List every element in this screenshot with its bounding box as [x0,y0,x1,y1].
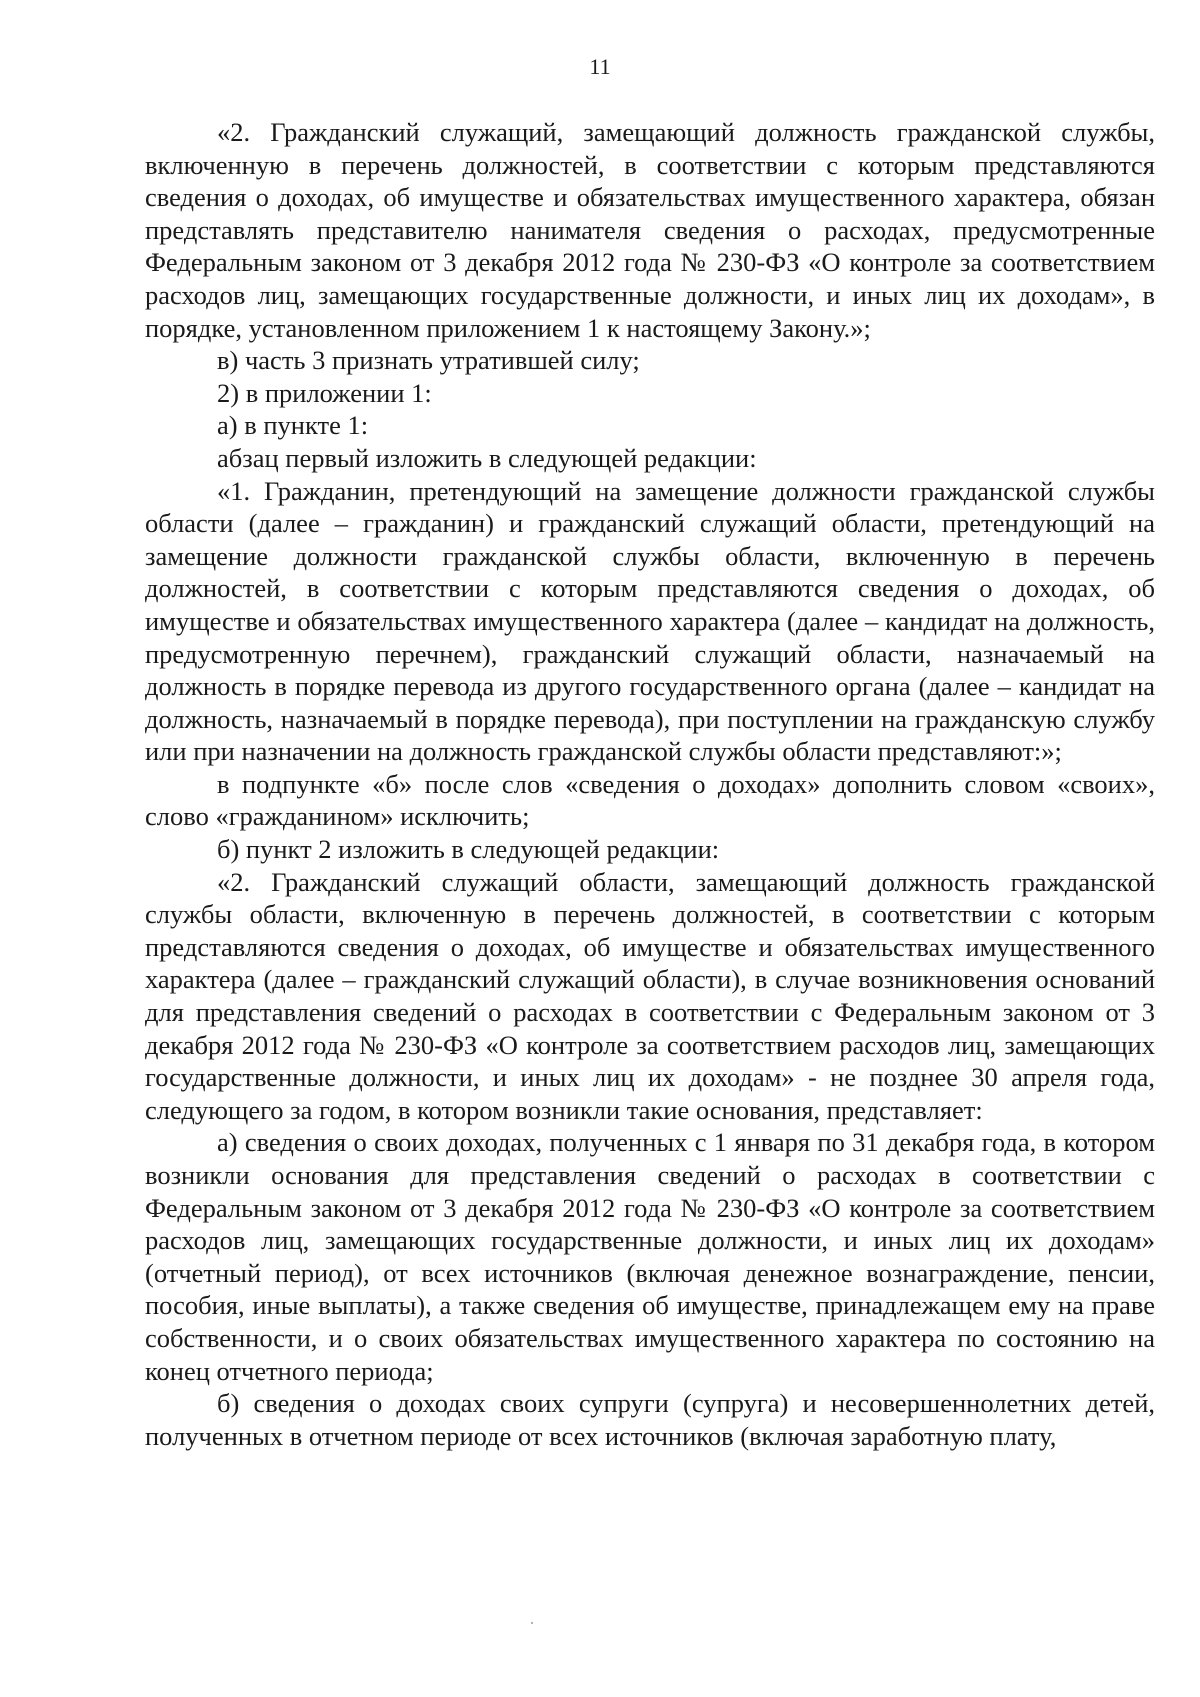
document-body [145,116,1155,1452]
paragraph: «1. Гражданин, претендующий на замещение должности гражданской службы области (далее – гражданин) и гражданский служащий области, претендующий на замещение должности гражданской службы области, включенную в перечень должностей, в соответствии с которым представляются сведения о доходах, об имуществе и обязательствах имущественного характера (далее – кандидат на должность, предусмотренную перечнем), гражданский служащий области, назначаемый на должность в порядке перевода из другого государственного органа (далее – кандидат на должность, назначаемый в порядке перевода), при поступлении на гражданскую службу или при назначении на должность гражданской службы области представляют:»; [145,475,1155,767]
paragraph: б) сведения о доходах своих супруги (супруга) и несовершеннолетних детей, полученных в отчетном периоде от всех источников (включая заработную плату, [145,1388,1155,1451]
paragraph: а) в пункте 1: [217,410,369,441]
paragraph: б) пункт 2 изложить в следующей редакции: [217,834,720,865]
paragraph: в подпункте «б» после слов «сведения о доходах» дополнить словом «своих», слово «гражданином» исключить; [145,768,1155,832]
scan-speck [531,1622,533,1624]
paragraph: абзац первый изложить в следующей редакции: [217,442,757,473]
paragraph: «2. Гражданский служащий, замещающий должность гражданской службы, включенную в перечень должностей, в соответствии с которым представляются сведения о доходах, об имуществе и обязательствах имущественного характера, обязан представлять представителю нанимателя сведения о расходах, предусмотренные Федеральным законом от 3 декабря 2012 года № 230-ФЗ «О контроле за соответствием расходов лиц, замещающих государственные должности, и иных лиц их доходам», в порядке, установленном приложением 1 к настоящему Закону.»; [145,117,1155,343]
paragraph: 2) в приложении 1: [217,377,432,408]
paragraph: в) часть 3 признать утратившей силу; [217,345,640,376]
paragraph: а) сведения о своих доходах, полученных с 1 января по 31 декабря года, в котором возникли основания для представления сведений о расходах в соответствии с Федеральным законом от 3 декабря 2012 года № 230-ФЗ «О контроле за соответствием расходов лиц, замещающих государственные должности, и иных лиц их доходам» (отчетный период), от всех источников (включая денежное вознаграждение, пенсии, пособия, иные выплаты), а также сведения об имуществе, принадлежащем ему на праве собственности, и о своих обязательствах имущественного характера по состоянию на конец отчетного периода; [145,1127,1155,1386]
paragraph: «2. Гражданский служащий области, замещающий должность гражданской службы области, включенную в перечень должностей, в соответствии с которым представляются сведения о доходах, об имуществе и обязательствах имущественного характера (далее – гражданский служащий области), в случае возникновения оснований для представления сведений о расходах в соответствии с Федеральным законом от 3 декабря 2012 года № 230-ФЗ «О контроле за соответствием расходов лиц, замещающих государственные должности, и иных лиц их доходам» - не позднее 30 апреля года, следующего за годом, в котором возникли такие основания, представляет: [145,866,1155,1125]
page-number: 11 [589,54,611,79]
